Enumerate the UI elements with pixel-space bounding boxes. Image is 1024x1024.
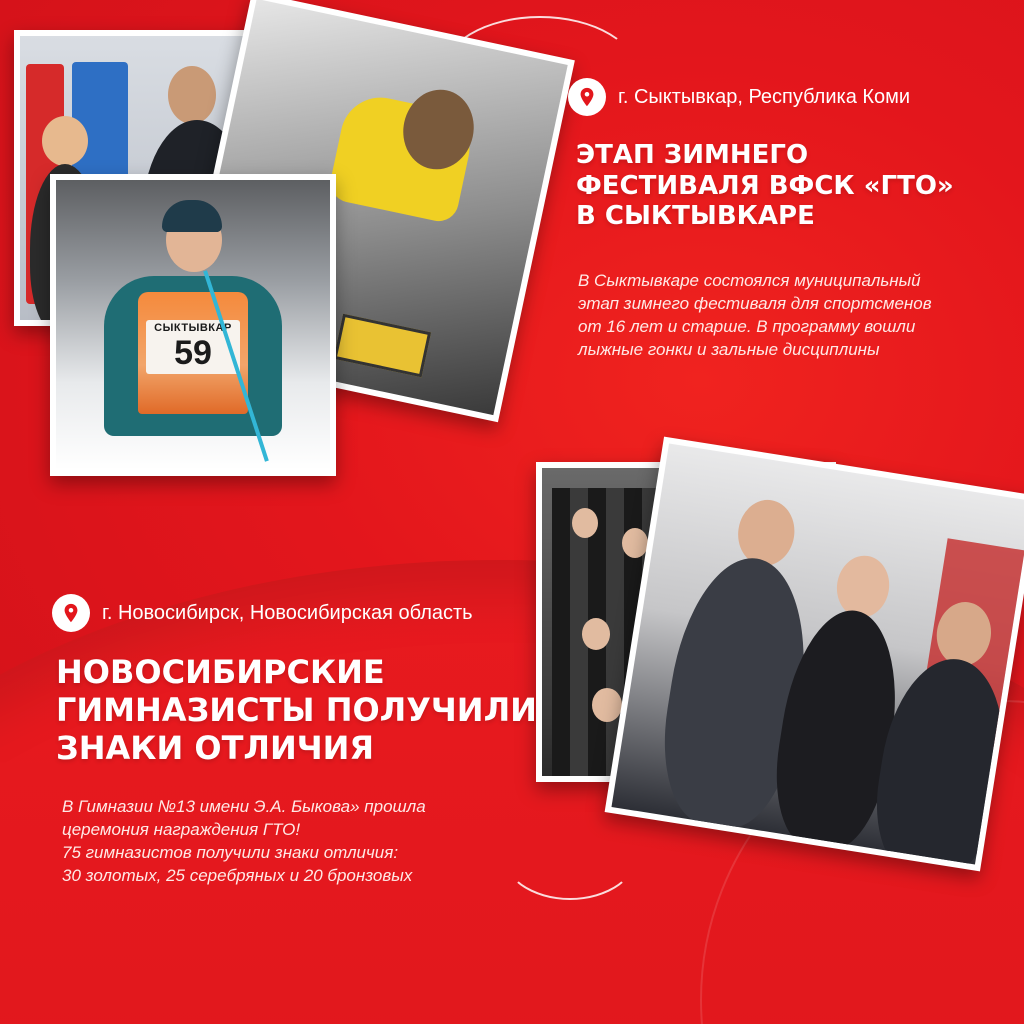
bib-city: СЫКТЫВКАР	[154, 322, 232, 334]
description-line: 30 золотых, 25 серебряных и 20 бронзовых	[62, 865, 413, 885]
location-text: г. Сыктывкар, Республика Коми	[618, 85, 911, 108]
description-line: лыжные гонки и зальные дисциплины	[578, 339, 880, 359]
headline-line: ЭТАП ЗИМНЕГО	[576, 140, 809, 170]
description-line: В Сыктывкаре состоялся муниципальный	[578, 271, 921, 290]
headline-line: НОВОСИБИРСКИЕ	[56, 653, 385, 691]
location-syktyvkar	[568, 78, 910, 116]
headline-line: В СЫКТЫВКАРЕ	[576, 201, 815, 232]
headline-syktyvkar	[576, 140, 954, 232]
description-novosibirsk	[62, 796, 426, 888]
description-line: 75 гимназистов получили знаки отличия:	[62, 842, 399, 862]
description-line: церемония награждения ГТО!	[62, 819, 301, 839]
headline-line: ФЕСТИВАЛЯ ВФСК «ГТО»	[576, 170, 954, 201]
photo-skier	[50, 174, 336, 476]
description-line: В Гимназии №13 имени Э.А. Быкова» прошла	[62, 797, 426, 816]
description-line: этап зимнего фестиваля для спортсменов	[578, 293, 932, 313]
decorative-arc-bottom	[500, 800, 640, 900]
headline-line: ЗНАКИ ОТЛИЧИЯ	[56, 728, 375, 767]
bib-number: 59	[174, 334, 212, 372]
headline-line: ГИМНАЗИСТЫ ПОЛУЧИЛИ	[56, 690, 537, 729]
headline-novosibirsk	[56, 654, 537, 767]
description-syktyvkar	[578, 270, 932, 362]
location-text: г. Новосибирск, Новосибирская область	[102, 601, 473, 624]
location-pin-icon	[568, 78, 606, 116]
photo-award-ceremony	[605, 437, 1024, 872]
location-novosibirsk	[52, 594, 473, 632]
location-pin-icon	[52, 594, 90, 632]
description-line: от 16 лет и старше. В программу вошли	[578, 316, 916, 336]
